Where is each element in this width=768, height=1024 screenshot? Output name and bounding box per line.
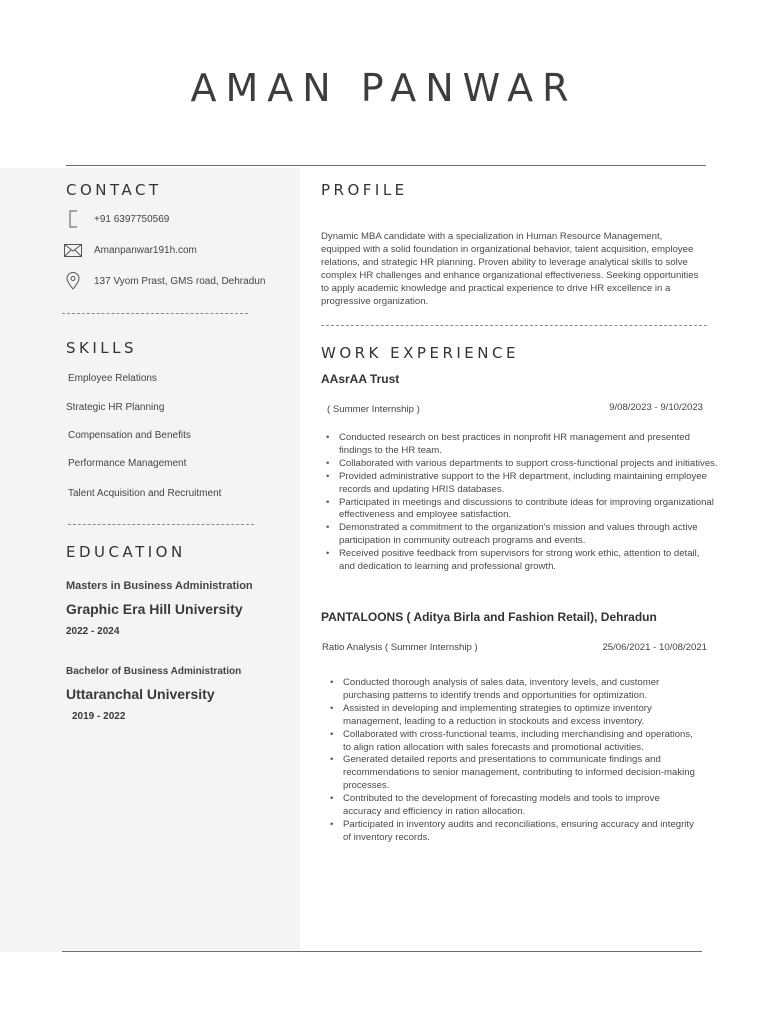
skills-heading: SKILLS [66,339,138,357]
job-responsibilities [326,677,696,845]
header-divider [66,165,706,166]
job-company: AAsrAA Trust [321,372,400,386]
profile-heading: PROFILE [321,181,408,199]
phone-icon [64,210,82,228]
education-years: 2022 - 2024 [66,626,120,637]
contact-divider [62,313,248,314]
list-item: • Provided administrative support to the HR department, including maintaining employee records and updating HRIS databases. [322,471,718,497]
list-item: • Participated in inventory audits and reconciliations, ensuring accuracy and integrity of inventory records. [326,819,696,845]
profile-divider [321,325,707,326]
work-experience-heading: WORK EXPERIENCE [321,344,519,362]
contact-email [64,241,197,259]
education-school: Uttaranchal University [66,686,215,702]
resume-name: AMAN PANWAR [190,66,578,110]
list-item: • Conducted research on best practices in nonprofit HR management and presented findings to the HR team. [322,432,718,458]
list-item: • Received positive feedback from supervisors for strong work ethic, attention to detail, and dedication to learning and professional growth. [322,548,718,574]
skill-item: Performance Management [68,458,187,469]
contact-phone [64,210,169,228]
skills-divider [68,524,254,525]
contact-heading: CONTACT [66,181,162,199]
job-dates: 9/08/2023 - 9/10/2023 [609,402,703,413]
contact-address [64,272,265,290]
education-degree: Masters in Business Administration [66,580,253,592]
address-text: 137 Vyom Prast, GMS road, Dehradun [94,275,266,287]
education-years: 2019 - 2022 [72,711,126,722]
list-item: • Conducted thorough analysis of sales data, inventory levels, and customer purchasing patterns to identify trends and opportunities for optimization. [326,677,696,703]
skill-item: Compensation and Benefits [68,430,191,441]
skill-item: Talent Acquisition and Recruitment [68,488,222,499]
job-responsibilities [322,432,718,574]
list-item: • Contributed to the development of forecasting models and tools to improve accuracy and efficiency in ration allocation. [326,793,696,819]
list-item: • Collaborated with cross-functional teams, including merchandising and operations, to align ration allocation with sales forecasts and promotional activities. [326,729,696,755]
profile-summary: Dynamic MBA candidate with a specialization in Human Resource Management, equipped with a solid foundation in organizational behavior, talent acquisition, employee relations, and strategic HR planning. Proven ability to leverage analytical skills to solve complex HR challenges and enhance organizational effectiveness. Seeking opportunities to apply academic knowledge and practical experience to drive HR excellence in a progressive organization. [321,231,699,307]
skill-item: Employee Relations [68,373,157,384]
job-company: PANTALOONS ( Aditya Birla and Fashion Retail), Dehradun [321,610,657,624]
education-school: Graphic Era Hill University [66,601,243,617]
list-item: • Generated detailed reports and presentations to communicate findings and recommendations to senior management, contributing to informed decision-making processes. [326,754,696,793]
envelope-icon [64,241,82,259]
list-item: • Demonstrated a commitment to the organization's mission and values through active participation in community outreach programs and events. [322,522,718,548]
job-role: ( Summer Internship ) [327,404,420,415]
list-item: • Collaborated with various departments to support cross-functional projects and initiatives. [322,458,718,471]
job-dates: 25/06/2021 - 10/08/2021 [602,642,707,653]
skill-item: Strategic HR Planning [66,402,165,413]
list-item: • Participated in meetings and discussions to contribute ideas for improving organizational effectiveness and employee satisfaction. [322,497,718,523]
phone-number: +91 6397750569 [94,213,170,225]
email-address: Amanpanwar191h.com [94,244,197,256]
job-role: Ratio Analysis ( Summer Internship ) [322,642,478,653]
list-item: • Assisted in developing and implementing strategies to optimize inventory management, leading to a reduction in stockouts and excess inventory. [326,703,696,729]
education-heading: EDUCATION [66,543,186,561]
location-pin-icon [64,272,82,290]
education-degree: Bachelor of Business Administration [66,666,242,677]
footer-divider [62,951,702,952]
